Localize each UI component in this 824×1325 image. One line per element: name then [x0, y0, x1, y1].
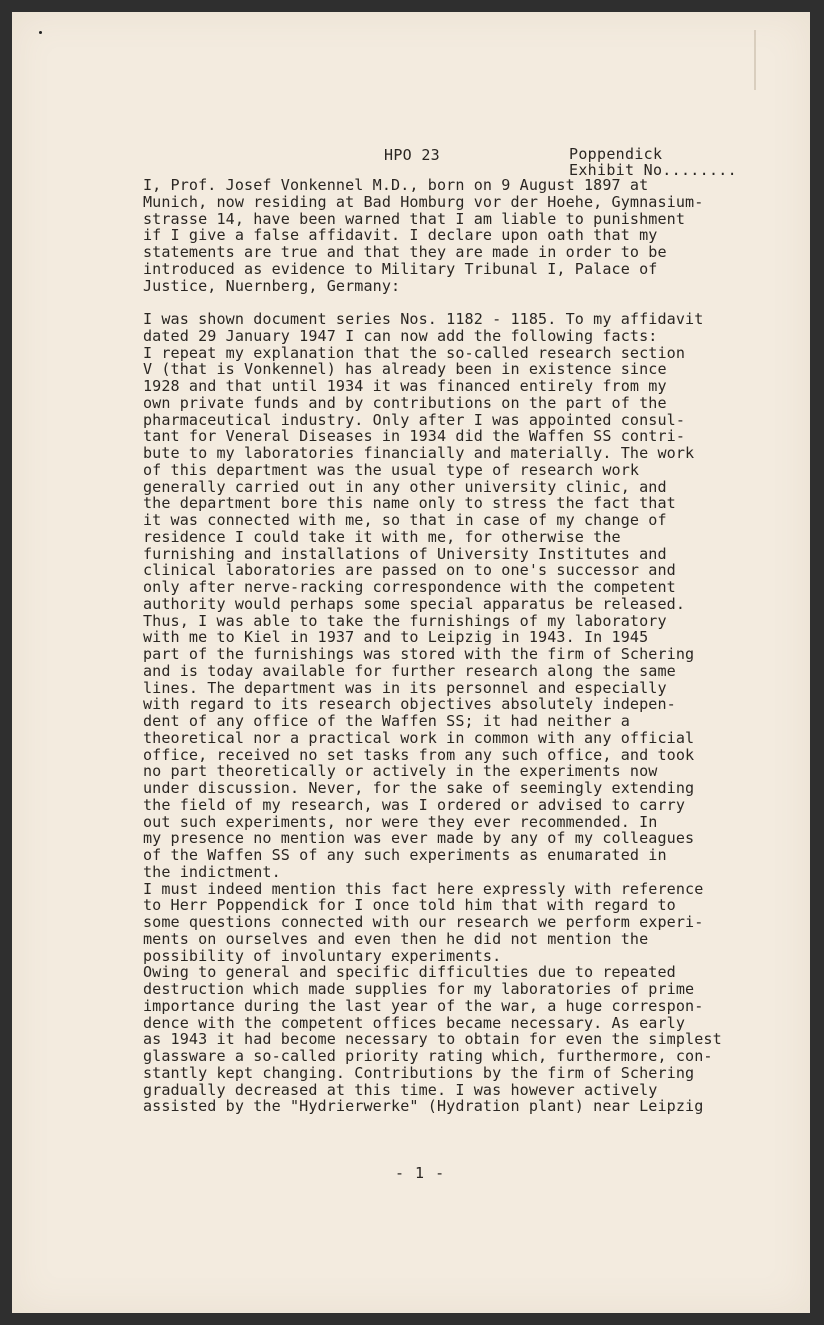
text-line: assisted by the "Hydrierwerke" (Hydration plant) near Leipzig	[143, 1097, 704, 1116]
text-line: and is today available for further research along the same	[143, 661, 676, 680]
text-line: dence with the competent offices became necessary. As early	[143, 1013, 686, 1032]
text-line: statements are true and that they are made in order to be	[143, 243, 667, 261]
text-line: importance during the last year of the war, a huge correspon-	[143, 996, 704, 1015]
text-line: generally carried out in any other university clinic, and	[143, 477, 667, 496]
defendant-name: Poppendick	[569, 145, 663, 163]
page-number: - 1 -	[395, 1164, 446, 1182]
text-line: some questions connected with our research we perform experi-	[143, 913, 704, 931]
text-line: I was shown document series Nos. 1182 - 1185. To my affidavit	[143, 310, 704, 328]
text-line: Thus, I was able to take the furnishings of my laboratory	[143, 611, 667, 630]
exhibit-number: Exhibit No........	[569, 161, 737, 179]
text-line: lines. The department was in its personnel and especially	[143, 678, 667, 697]
text-line: Owing to general and specific difficulties due to repeated	[143, 963, 676, 982]
text-line: dent of any office of the Waffen SS; it had neither a	[143, 712, 630, 730]
text-line: strasse 14, have been warned that I am liable to punishment	[143, 209, 686, 228]
text-line: it was connected with me, so that in case of my change of	[143, 511, 667, 529]
text-line: with me to Kiel in 1937 and to Leipzig in 1943. In 1945	[143, 628, 649, 647]
text-line: I repeat my explanation that the so-called research section	[143, 343, 686, 362]
text-line: the indictment.	[143, 862, 281, 881]
text-line: glassware a so-called priority rating which, furthermore, con-	[143, 1047, 713, 1065]
text-line: V (that is Vonkennel) has already been in existence since	[143, 360, 667, 379]
text-line: Justice, Nuernberg, Germany:	[143, 276, 401, 295]
text-line: own private funds and by contributions on the part of the	[143, 393, 667, 412]
text-line: ments on ourselves and even then he did not mention the	[143, 929, 649, 948]
text-line: I must indeed mention this fact here expressly with reference	[143, 879, 704, 898]
text-line: stantly kept changing. Contributions by the firm of Schering	[143, 1063, 695, 1082]
text-line: possibility of involuntary experiments.	[143, 946, 502, 965]
text-line: with regard to its research objectives absolutely indepen-	[143, 695, 676, 714]
document-code: HPO 23	[384, 146, 440, 164]
text-line: authority would perhaps some special apparatus be released.	[143, 594, 686, 613]
exhibit-label	[569, 146, 737, 178]
text-line: the field of my research, was I ordered or advised to carry	[143, 795, 686, 814]
affidavit-body	[143, 177, 793, 1115]
text-line: Munich, now residing at Bad Homburg vor der Hoehe, Gymnasium-	[143, 192, 704, 211]
document-page	[12, 12, 810, 1313]
text-line: destruction which made supplies for my laboratories of prime	[143, 980, 695, 998]
paragraph-gap	[143, 294, 793, 311]
text-line: theoretical nor a practical work in common with any official	[143, 728, 695, 747]
text-line: bute to my laboratories financially and materially. The work	[143, 444, 695, 462]
text-line: pharmaceutical industry. Only after I was appointed consul-	[143, 410, 686, 429]
text-line: under discussion. Never, for the sake of seemingly extending	[143, 779, 695, 797]
text-line: 1928 and that until 1934 it was financed entirely from my	[143, 377, 667, 395]
text-line: only after nerve-racking correspondence with the competent	[143, 578, 676, 596]
text-line: to Herr Poppendick for I once told him that with regard to	[143, 896, 676, 915]
ink-speck	[39, 31, 42, 34]
text-line: office, received no set tasks from any such office, and took	[143, 745, 695, 764]
text-line: furnishing and installations of University Institutes and	[143, 544, 667, 563]
text-line: gradually decreased at this time. I was however actively	[143, 1080, 658, 1099]
text-line: out such experiments, nor were they ever recommended. In	[143, 812, 658, 831]
text-line: clinical laboratories are passed on to one's successor and	[143, 561, 676, 580]
paper-edge-mark	[754, 30, 756, 90]
text-line: of the Waffen SS of any such experiments as enumarated in	[143, 846, 667, 864]
text-line: my presence no mention was ever made by any of my colleagues	[143, 829, 695, 848]
text-line: residence I could take it with me, for otherwise the	[143, 527, 621, 546]
text-line: of this department was the usual type of research work	[143, 460, 640, 479]
text-line: tant for Veneral Diseases in 1934 did the Waffen SS contri-	[143, 427, 686, 446]
text-line: introduced as evidence to Military Tribunal I, Palace of	[143, 259, 658, 278]
text-line: dated 29 January 1947 I can now add the following facts:	[143, 326, 658, 345]
text-line: no part theoretically or actively in the experiments now	[143, 762, 658, 781]
affidavit-statement-paragraph	[143, 311, 793, 1115]
text-line: I, Prof. Josef Vonkennel M.D., born on 9 August 1897 at	[143, 176, 649, 194]
affidavit-intro-paragraph	[143, 177, 793, 294]
text-line: if I give a false affidavit. I declare upon oath that my	[143, 226, 658, 245]
text-line: part of the furnishings was stored with the firm of Schering	[143, 645, 695, 663]
text-line: as 1943 it had become necessary to obtain for even the simplest	[143, 1030, 722, 1049]
text-line: the department bore this name only to stress the fact that	[143, 494, 676, 513]
